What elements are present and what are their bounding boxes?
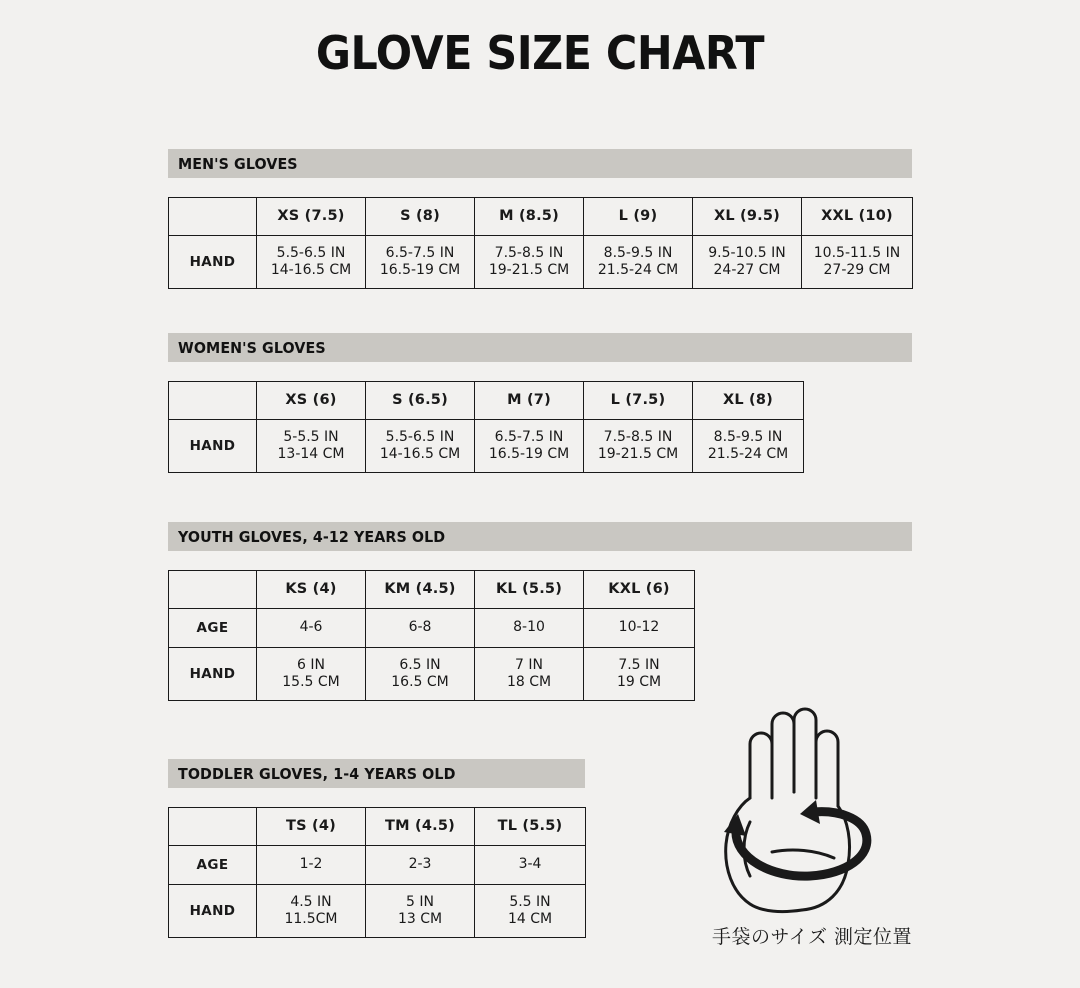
table-toddler [168, 807, 586, 938]
column-header: XL (8) [693, 382, 804, 420]
column-header: S (6.5) [366, 382, 475, 420]
column-header: XS (7.5) [257, 198, 366, 236]
table-row [169, 420, 804, 473]
page-title: GLOVE SIZE CHART [315, 26, 765, 80]
section-youth [168, 522, 912, 701]
cell-line-in: 5.5 IN [509, 893, 551, 910]
column-header: L (7.5) [584, 382, 693, 420]
column-header: KXL (6) [584, 571, 695, 609]
cell-line-cm: 11.5CM [284, 911, 338, 927]
column-header: M (8.5) [475, 198, 584, 236]
hand-measure-caption: 手袋のサイズ 測定位置 [711, 926, 913, 948]
table-corner-cell [169, 808, 257, 846]
table-cell [366, 648, 475, 701]
cell-line-cm: 13 CM [397, 911, 443, 927]
hand-measure-icon [676, 702, 942, 950]
cell-line-cm: 16.5-19 CM [379, 262, 461, 278]
column-header: KM (4.5) [366, 571, 475, 609]
table-cell [475, 648, 584, 701]
cell-line-in: 9.5-10.5 IN [708, 244, 786, 261]
cell-line-in: 6 IN [297, 656, 325, 673]
column-header: TM (4.5) [366, 808, 475, 846]
cell-line-cm: 21.5-24 CM [597, 262, 679, 278]
cell-line-in: 5.5-6.5 IN [276, 244, 346, 261]
table-cell [257, 648, 366, 701]
table-cell [693, 420, 804, 473]
column-header: KS (4) [257, 571, 366, 609]
table-row [169, 648, 695, 701]
table-corner-cell [169, 198, 257, 236]
cell-line-cm: 13-14 CM [277, 446, 345, 462]
table-cell [257, 420, 366, 473]
table-cell [693, 236, 802, 289]
section-title-mens: MEN'S GLOVES [178, 154, 298, 173]
column-header: S (8) [366, 198, 475, 236]
table-row [169, 885, 586, 938]
column-header: XL (9.5) [693, 198, 802, 236]
column-header: XS (6) [257, 382, 366, 420]
table-cell [475, 420, 584, 473]
cell-line-in: 7 IN [515, 656, 543, 673]
cell-line-in: 4.5 IN [290, 893, 332, 910]
cell-line-cm: 14-16.5 CM [379, 446, 461, 462]
table-cell [257, 885, 366, 938]
row-label: HAND [169, 420, 257, 473]
table-cell [584, 236, 693, 289]
cell-line-cm: 24-27 CM [713, 262, 781, 278]
section-title-toddler: TODDLER GLOVES, 1-4 YEARS OLD [178, 764, 456, 783]
section-band-mens [168, 149, 912, 178]
section-title-womens: WOMEN'S GLOVES [178, 338, 326, 357]
row-label: HAND [169, 236, 257, 289]
table-cell [802, 236, 913, 289]
table-cell [475, 236, 584, 289]
table-cell [366, 420, 475, 473]
row-label: HAND [169, 648, 257, 701]
table-mens [168, 197, 913, 289]
table-header-row [169, 808, 586, 846]
table-header-row [169, 382, 804, 420]
table-womens [168, 381, 804, 473]
table-cell: 10-12 [584, 609, 695, 648]
glove-size-chart-page [0, 26, 1080, 988]
cell-line-in: 6.5 IN [399, 656, 441, 673]
cell-line-cm: 27-29 CM [823, 262, 891, 278]
cell-line-in: 6.5-7.5 IN [385, 244, 455, 261]
cell-line-cm: 14 CM [507, 911, 553, 927]
table-cell: 4-6 [257, 609, 366, 648]
cell-line-cm: 21.5-24 CM [707, 446, 789, 462]
cell-line-in: 5.5-6.5 IN [385, 428, 455, 445]
section-band-toddler [168, 759, 585, 788]
cell-line-in: 8.5-9.5 IN [713, 428, 783, 445]
table-cell [584, 420, 693, 473]
table-corner-cell [169, 571, 257, 609]
section-title-youth: YOUTH GLOVES, 4-12 YEARS OLD [178, 527, 446, 546]
column-header: KL (5.5) [475, 571, 584, 609]
table-cell: 8-10 [475, 609, 584, 648]
table-cell [257, 236, 366, 289]
row-label: AGE [169, 846, 257, 885]
table-header-row [169, 571, 695, 609]
cell-line-in: 5-5.5 IN [283, 428, 339, 445]
table-cell [366, 236, 475, 289]
section-band-womens [168, 333, 912, 362]
section-mens [168, 149, 912, 289]
table-corner-cell [169, 382, 257, 420]
cell-line-cm: 19 CM [616, 674, 662, 690]
table-row [169, 846, 586, 885]
row-label: AGE [169, 609, 257, 648]
table-cell [475, 885, 586, 938]
cell-line-in: 10.5-11.5 IN [813, 244, 901, 261]
table-cell: 1-2 [257, 846, 366, 885]
table-youth [168, 570, 695, 701]
table-cell [584, 648, 695, 701]
table-cell: 3-4 [475, 846, 586, 885]
cell-line-cm: 19-21.5 CM [597, 446, 679, 462]
row-label: HAND [169, 885, 257, 938]
cell-line-cm: 19-21.5 CM [488, 262, 570, 278]
hand-measure-illustration [676, 702, 942, 950]
table-row [169, 609, 695, 648]
cell-line-cm: 14-16.5 CM [270, 262, 352, 278]
section-womens [168, 333, 912, 473]
column-header: M (7) [475, 382, 584, 420]
cell-line-cm: 15.5 CM [282, 674, 340, 690]
section-toddler [168, 759, 585, 938]
cell-line-in: 8.5-9.5 IN [603, 244, 673, 261]
table-header-row [169, 198, 913, 236]
cell-line-in: 6.5-7.5 IN [494, 428, 564, 445]
table-cell: 6-8 [366, 609, 475, 648]
column-header: L (9) [584, 198, 693, 236]
cell-line-in: 7.5-8.5 IN [603, 428, 673, 445]
table-cell [366, 885, 475, 938]
table-cell: 2-3 [366, 846, 475, 885]
cell-line-cm: 16.5 CM [391, 674, 449, 690]
cell-line-in: 7.5-8.5 IN [494, 244, 564, 261]
cell-line-cm: 16.5-19 CM [488, 446, 570, 462]
section-band-youth [168, 522, 912, 551]
table-row [169, 236, 913, 289]
column-header: XXL (10) [802, 198, 913, 236]
column-header: TL (5.5) [475, 808, 586, 846]
column-header: TS (4) [257, 808, 366, 846]
cell-line-in: 7.5 IN [618, 656, 660, 673]
cell-line-cm: 18 CM [506, 674, 552, 690]
cell-line-in: 5 IN [406, 893, 434, 910]
